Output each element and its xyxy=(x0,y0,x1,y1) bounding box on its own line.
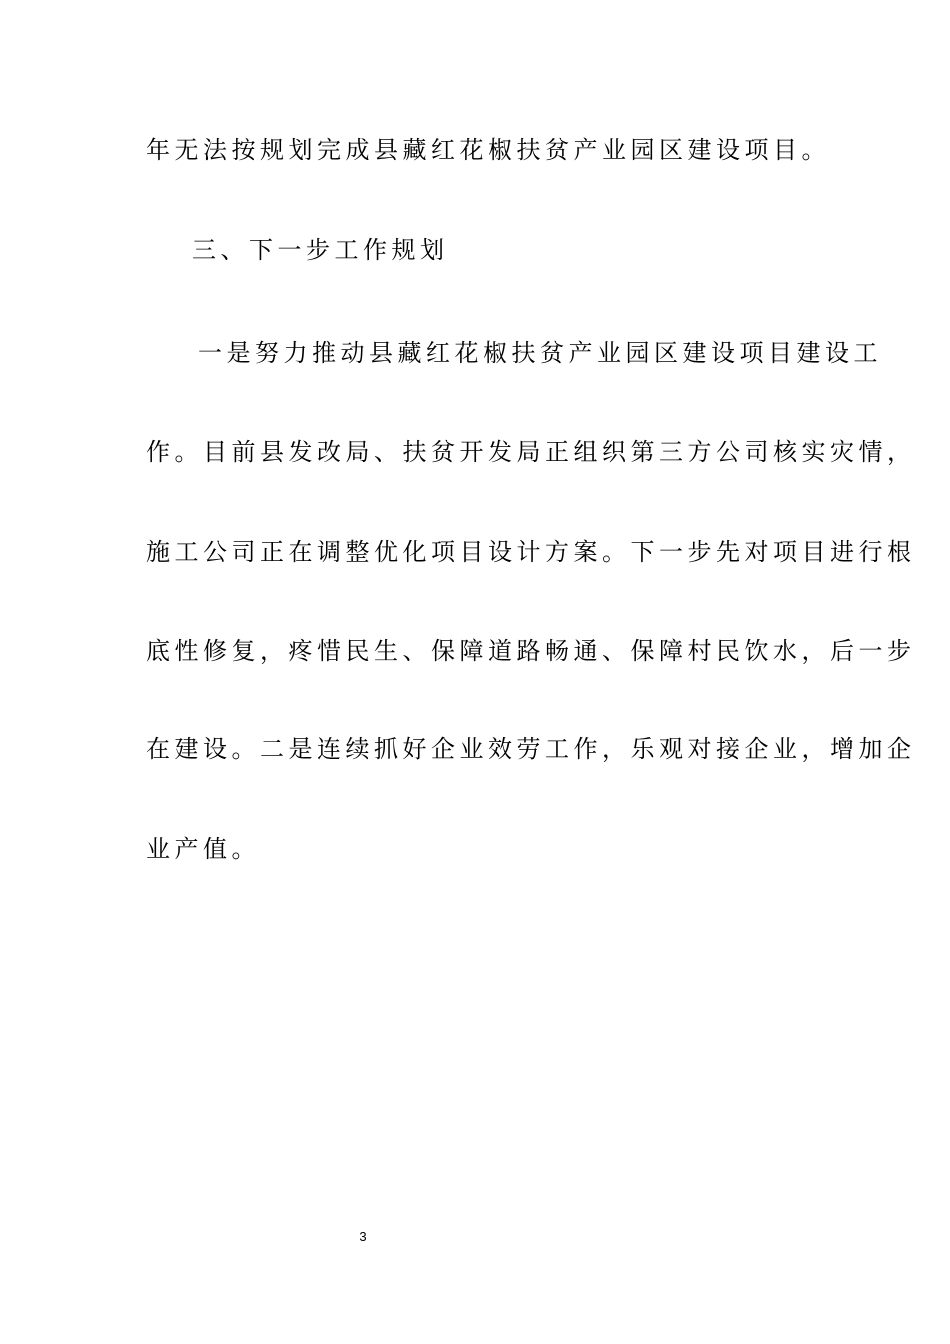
paragraph-line-1: 一是努力推动县藏红花椒扶贫产业园区建设项目建设工 xyxy=(198,339,882,367)
paragraph-line-5: 在建设。二是连续抓好企业效劳工作，乐观对接企业，增加企 xyxy=(146,735,916,763)
paragraph-line-6: 业产值。 xyxy=(146,835,260,863)
paragraph-line-4: 底性修复，疼惜民生、保障道路畅通、保障村民饮水，后一步 xyxy=(146,637,916,665)
paragraph-line-3: 施工公司正在调整优化项目设计方案。下一步先对项目进行根 xyxy=(146,538,916,566)
paragraph-line-continuation: 年无法按规划完成县藏红花椒扶贫产业园区建设项目。 xyxy=(146,136,830,164)
page-number: 3 xyxy=(359,1229,367,1244)
section-heading: 三、下一步工作规划 xyxy=(192,236,449,264)
paragraph-line-2: 作。目前县发改局、扶贫开发局正组织第三方公司核实灾情， xyxy=(146,438,916,466)
